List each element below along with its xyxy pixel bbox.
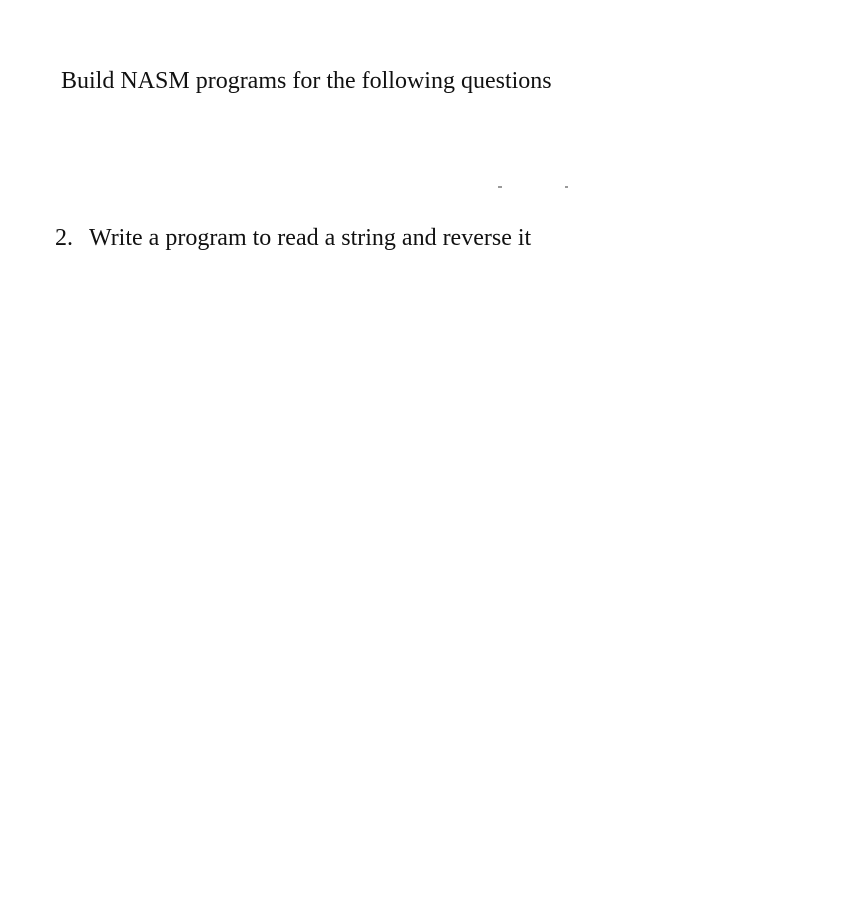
instruction-heading: Build NASM programs for the following questions bbox=[61, 68, 552, 94]
scan-artifact-mark bbox=[565, 186, 568, 188]
question-number: 2. bbox=[55, 225, 73, 251]
scan-artifact-mark bbox=[498, 186, 502, 188]
question-item bbox=[55, 221, 531, 255]
question-text: Write a program to read a string and reverse it bbox=[89, 225, 532, 251]
question-list bbox=[55, 221, 531, 255]
